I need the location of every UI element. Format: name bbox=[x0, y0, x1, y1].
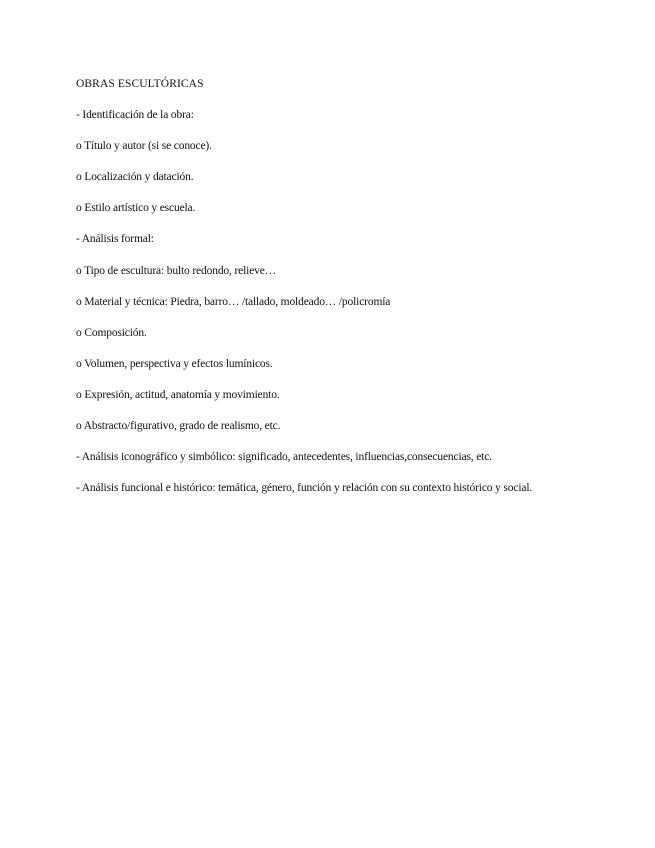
section-heading-identification: - Identificación de la obra: bbox=[76, 109, 194, 122]
section-heading-formal-analysis: - Análisis formal: bbox=[76, 233, 154, 246]
list-item: o Estilo artístico y escuela. bbox=[76, 202, 196, 215]
list-item: o Localización y datación. bbox=[76, 171, 194, 184]
list-item: o Material y técnica: Piedra, barro… /tallado, moldeado… /policromía bbox=[76, 295, 391, 308]
document-title: OBRAS ESCULTÓRICAS bbox=[76, 78, 204, 90]
list-item: o Tipo de escultura: bulto redondo, relieve… bbox=[76, 264, 277, 277]
list-item: o Expresión, actitud, anatomía y movimiento. bbox=[76, 388, 280, 401]
list-item: o Abstracto/figurativo, grado de realismo, etc. bbox=[76, 420, 281, 433]
document-page bbox=[76, 76, 636, 511]
section-heading-functional-analysis: - Análisis funcional e histórico: temática, género, función y relación con su contexto histórico y social. bbox=[76, 482, 533, 495]
list-item: o Volumen, perspectiva y efectos lumínicos. bbox=[76, 357, 273, 370]
section-heading-iconographic-analysis: - Análisis iconográfico y simbólico: significado, antecedentes, influencias,consecuencias, etc. bbox=[76, 451, 492, 464]
list-item: o Composición. bbox=[76, 326, 147, 339]
list-item: o Título y autor (si se conoce). bbox=[76, 140, 212, 153]
